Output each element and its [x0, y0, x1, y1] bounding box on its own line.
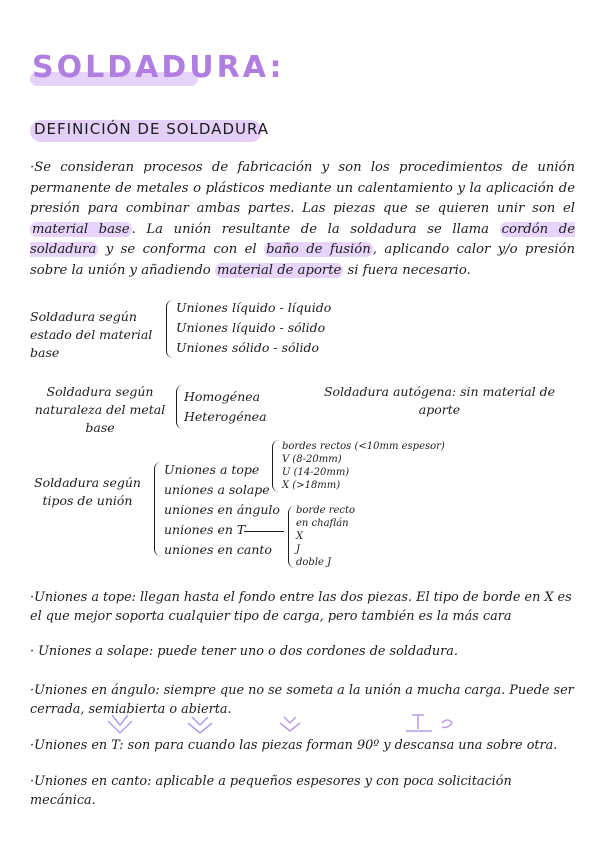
angulo-semiabierta-doodle	[188, 717, 212, 733]
estado-label: Soldadura según estado del material base	[30, 309, 153, 360]
list-item: U (14-20mm)	[282, 467, 350, 478]
list-item: Homogénea	[184, 389, 261, 404]
definition-text: . La unión resultante de la soldadura se llama	[131, 221, 500, 237]
tope-sublist	[282, 440, 445, 492]
note-angulo: ·Uniones en ángulo: siempre que no se someta a la unión a mucha carga. Puede ser cerrada, semiabierta o abierta.	[30, 683, 574, 717]
note-tope: ·Uniones a tope: llegan hasta el fondo entre las dos piezas. El tipo de borde en X es el que mejor soporta cualquier tipo de carga, pero también es la más cara	[30, 590, 572, 624]
note-solape: · Uniones a solape: puede tener uno o dos cordones de soldadura.	[30, 644, 458, 659]
list-item: Heterogénea	[184, 409, 267, 424]
list-item: X	[296, 531, 304, 542]
tope-brace	[272, 440, 279, 492]
angulo-abierta-doodle	[280, 717, 300, 731]
estado-brace	[166, 300, 173, 358]
t-brace	[288, 506, 295, 568]
joint-doodles	[100, 711, 460, 739]
list-item: Uniones líquido - sólido	[176, 320, 326, 335]
section-title: DEFINICIÓN DE SOLDADURA	[34, 120, 270, 138]
highlight-cordon: cordón de soldadura	[30, 221, 576, 257]
highlight-aporte: material de aporte	[216, 262, 342, 278]
t-joint-doodle	[406, 715, 432, 731]
list-item: uniones a solape	[164, 482, 270, 497]
definition-text: y se conforma con el	[98, 242, 265, 257]
naturaleza-label: Soldadura según naturaleza del metal base	[34, 384, 166, 435]
angulo-cerrada-doodle	[108, 715, 132, 733]
list-item: uniones en T	[164, 522, 246, 537]
list-item: J	[296, 544, 301, 555]
naturaleza-list	[184, 387, 267, 427]
list-item: uniones en canto	[164, 542, 272, 557]
list-item: en chaflán	[296, 518, 349, 529]
tipos-brace	[154, 462, 161, 556]
definition-text: si fuera necesario.	[343, 262, 471, 278]
list-item: Uniones a tope	[164, 462, 260, 477]
list-item: X (>18mm)	[282, 480, 341, 491]
t-connector	[244, 531, 284, 532]
list-item: borde recto	[296, 505, 356, 516]
small-doodle	[442, 720, 452, 728]
list-item: bordes rectos (<10mm espesor)	[282, 441, 445, 452]
autogena-note: Soldadura autógena: sin material de aporte	[323, 384, 556, 417]
list-item: doble J	[296, 557, 332, 568]
definition-text: ·Se consideran procesos de fabricación y son los procedimientos de unión permanente de metales o plásticos mediante un calentamiento y la aplicación de presión para combinar ambas partes. Las piezas que se quieren unir son el	[30, 160, 575, 216]
estado-list	[176, 298, 331, 358]
list-item: uniones en ángulo	[164, 502, 280, 517]
t-sublist	[296, 504, 355, 569]
naturaleza-brace	[176, 385, 183, 429]
page-title: SOLDADURA:	[32, 50, 285, 85]
note-t: ·Uniones en T: son para cuando las piezas forman 90º y descansa una sobre otra.	[30, 738, 558, 753]
highlight-material-base: material base	[32, 221, 130, 237]
list-item: V (8-20mm)	[282, 454, 342, 465]
highlight-bano: baño de fusión	[266, 242, 371, 257]
tipos-list	[164, 460, 280, 560]
note-canto: ·Uniones en canto: aplicable a pequeños espesores y con poca solicitación mecánica.	[30, 774, 512, 808]
tipos-label: Soldadura según tipos de unión	[34, 475, 141, 508]
definition-text: , aplicando calor y/o presión sobre la unión y añadiendo	[30, 242, 575, 278]
definition-paragraph	[30, 158, 575, 281]
list-item: Uniones líquido - líquido	[176, 300, 332, 315]
list-item: Uniones sólido - sólido	[176, 340, 320, 355]
